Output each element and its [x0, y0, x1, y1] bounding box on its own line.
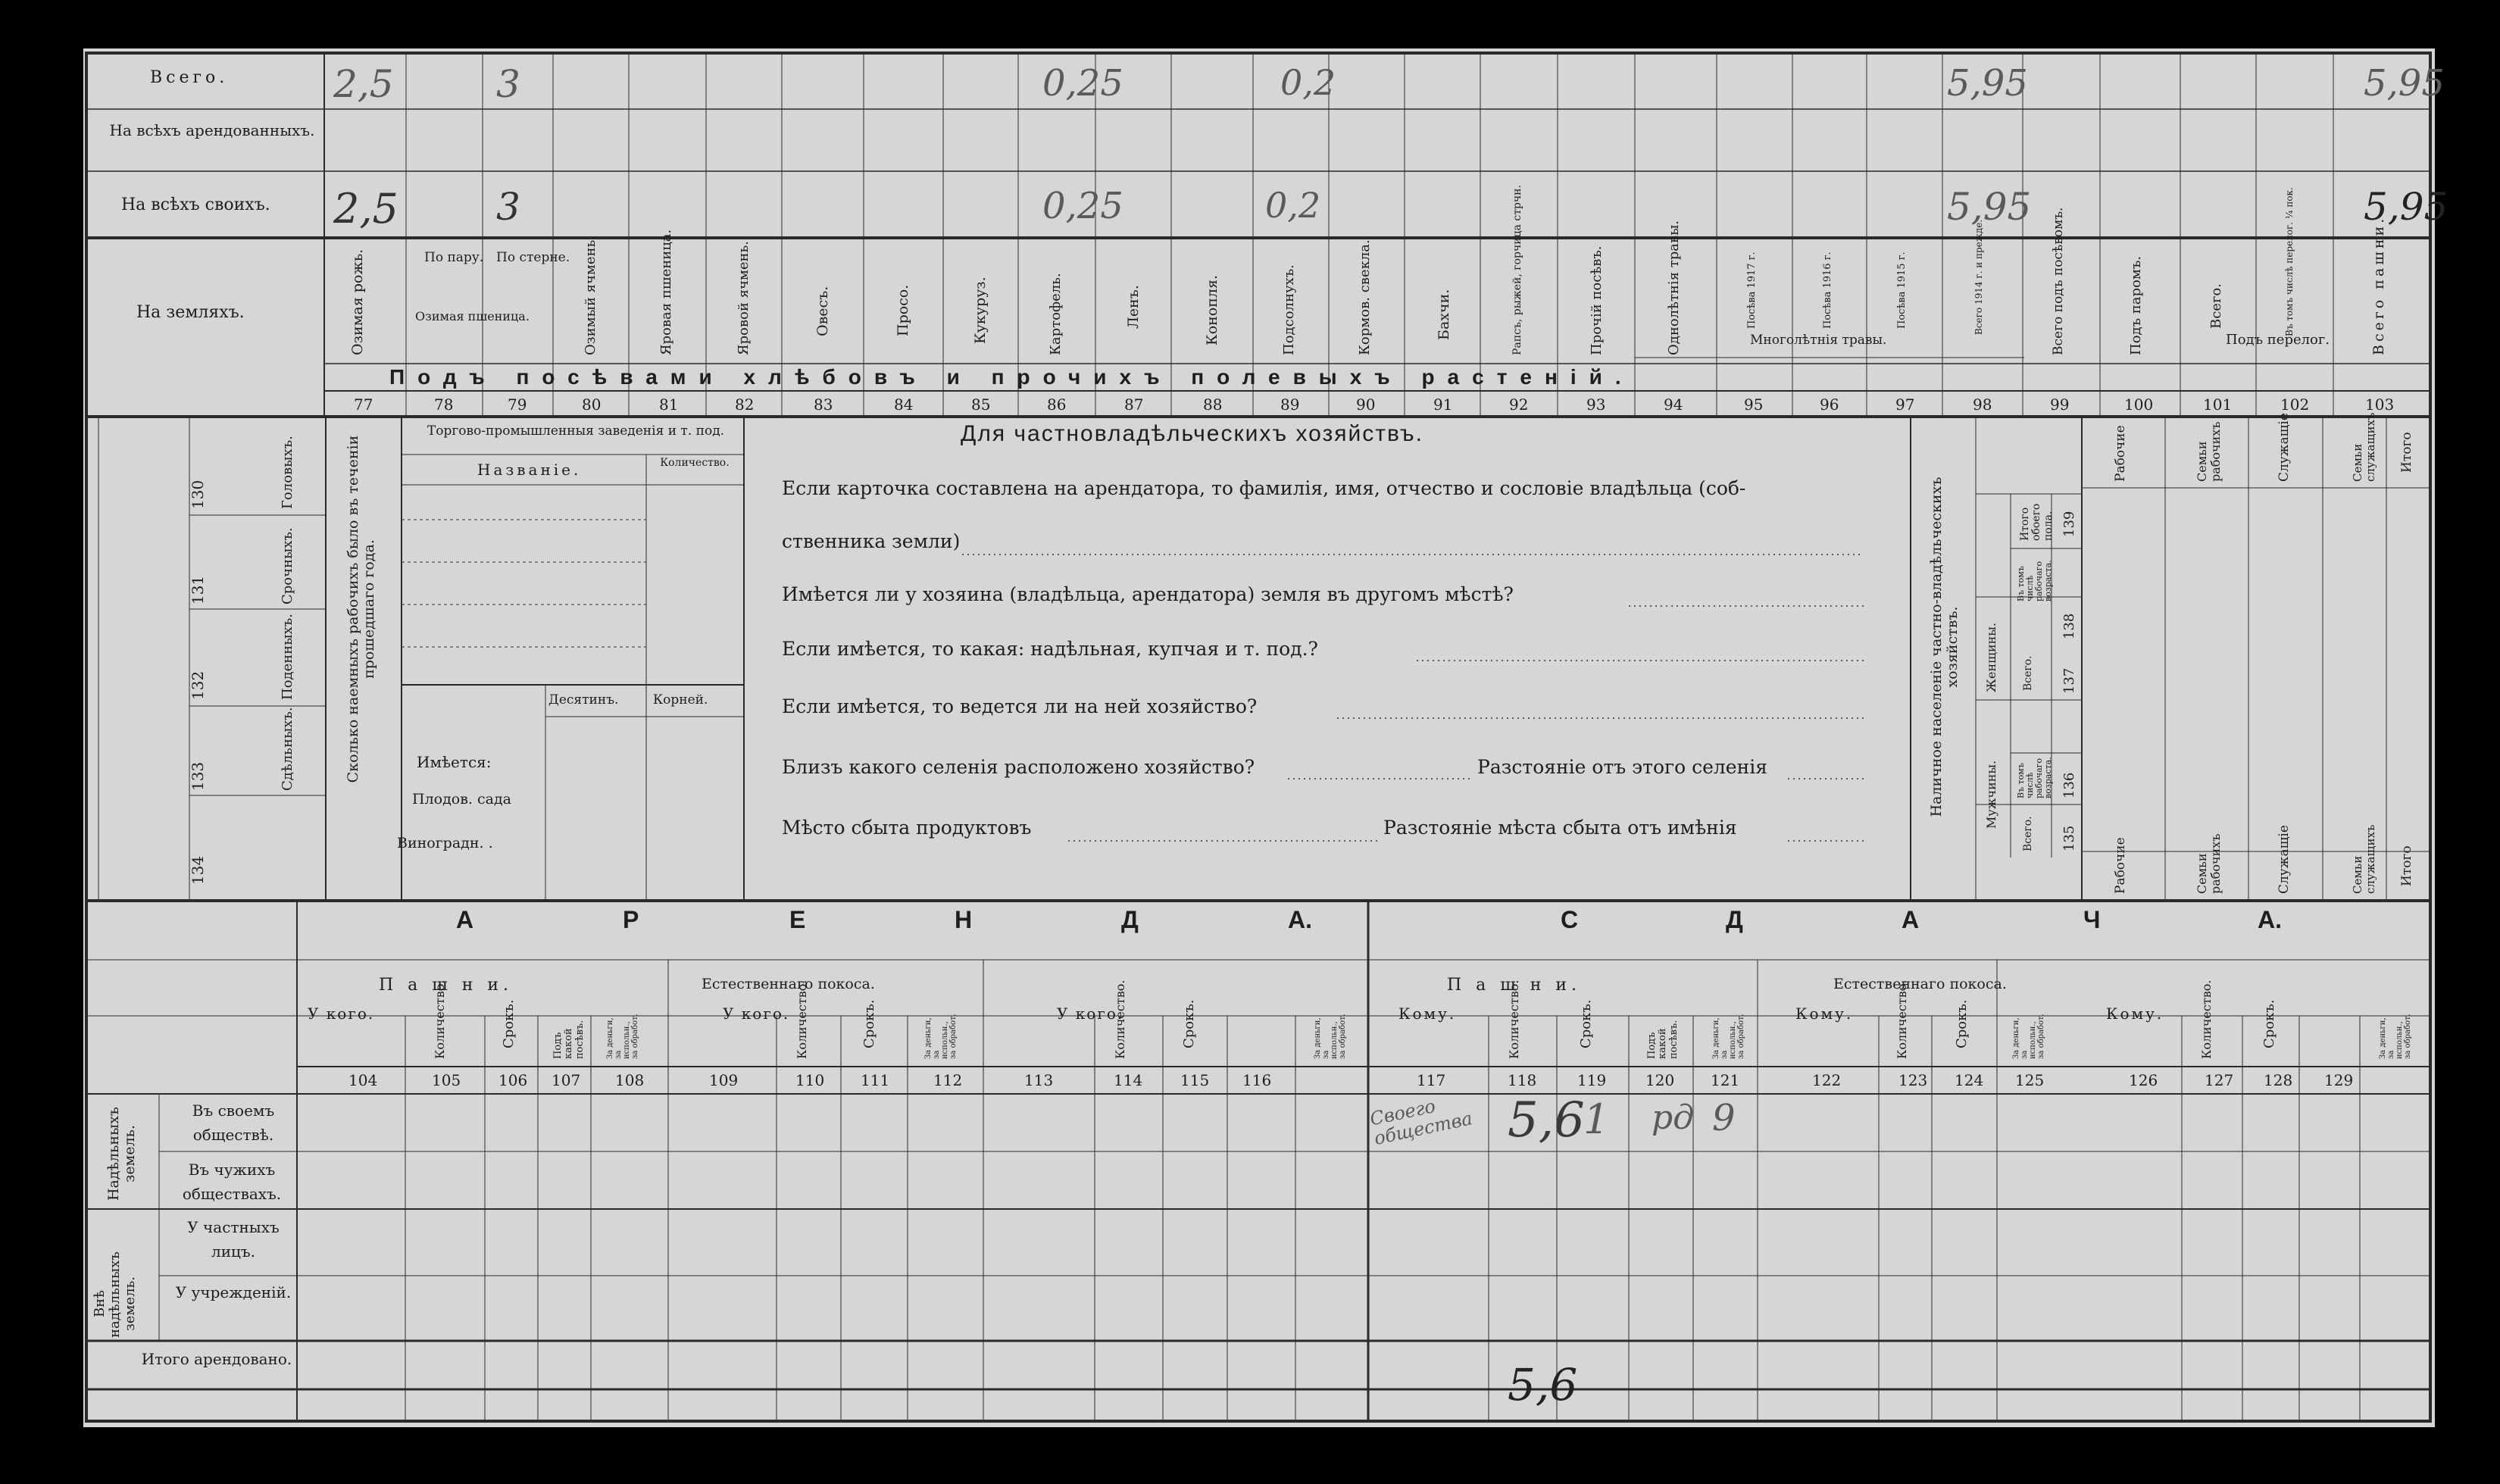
col-num-91: 91 [1433, 395, 1453, 414]
arenda-col-113-label: У кого. [1057, 1004, 1124, 1023]
row-v-svoem: Въ своемъ обществѣ. [192, 1101, 275, 1144]
sdacha-col-117-label: Кому. [1398, 1004, 1457, 1023]
hw-svoikh-86: 0,25 [1042, 185, 1123, 227]
private-line-7: Мѣсто сбыта продуктовъ [782, 817, 1032, 839]
col-num-95: 95 [1744, 395, 1764, 414]
col-num-79: 79 [508, 395, 527, 414]
col-num-94: 94 [1664, 395, 1683, 414]
arenda-col-115-label: Срокъ. [1181, 999, 1197, 1048]
sdacha-col-128-label: Срокъ. [2261, 999, 2277, 1048]
hw-uslovie: 9 [1712, 1097, 1736, 1139]
hw-vsego-77: 2,5 [333, 62, 394, 106]
col-num-81: 81 [659, 395, 679, 414]
sdacha-col-120-label: Подъ какой посѣвъ. [1646, 1020, 1680, 1059]
sdacha-num-129: 129 [2324, 1071, 2354, 1089]
sdacha-col-122-label: Кому. [1795, 1004, 1854, 1023]
pop-col-sluzh-bottom: Служащiе [2277, 825, 2292, 894]
arenda-num-108: 108 [615, 1071, 645, 1089]
hw-komu: Своего общества [1367, 1095, 1475, 1150]
arenda-col-111-label: Срокъ. [861, 999, 877, 1048]
sdacha-col-127-label: Количество. [2199, 979, 2214, 1059]
arenda-num-113: 113 [1024, 1071, 1054, 1089]
hw-kolichestvo: 5,6 [1508, 1092, 1585, 1148]
trade-col-name: Названiе. [477, 461, 582, 479]
col-num-86: 86 [1047, 395, 1067, 414]
pop-col-itogo-top: Итого [2399, 432, 2414, 473]
row-itogo-arendovano: Итого арендовано. [141, 1350, 292, 1368]
livestock-label-131: Срочныхъ. [280, 527, 295, 605]
muzh-v-tom-chisle: Въ томъ числѣ рабочаго возраста. [2016, 757, 2054, 798]
garden-label: Плодов. сада [412, 791, 511, 808]
sdacha-col-118-label: Количество. [1507, 979, 1521, 1059]
sdacha-letter-1: С [1561, 906, 1579, 933]
livestock-label-133: Сдѣльныхъ. [280, 707, 295, 791]
zhen-v-tom-chisle: Въ томъ числѣ рабочаго возраста. [2016, 560, 2054, 601]
muzh-vsego: Всего. [2022, 816, 2034, 851]
col-label-78: По пару. [424, 250, 484, 265]
population-label: Наличное населенiе частно-владѣльческихъ хозяйствъ. [1928, 476, 1961, 817]
col-label-103: Всего пашни. [2370, 215, 2387, 355]
livestock-label-130: Головыхъ. [280, 436, 295, 509]
muzhchiny-label: Мужчины. [1984, 760, 1998, 829]
col-num-92: 92 [1509, 395, 1529, 414]
col-label-93: Прочiй посѣвъ. [1589, 245, 1605, 355]
private-line-3: Имѣется ли у хозяина (владѣльца, арендатора) земля въ другомъ мѣстѣ? [782, 583, 1514, 605]
private-line-7b: Разстоянiе мѣста сбыта отъ имѣнiя [1383, 817, 1737, 839]
livestock-num-130: 130 [189, 480, 207, 509]
pop-col-rabochie-bottom: Рабочие [2113, 837, 2128, 894]
arenda-num-104: 104 [348, 1071, 378, 1089]
private-line-6: Близъ какого селенiя расположено хозяйство? [782, 756, 1255, 778]
arenda-col-114-label: Количество. [1113, 979, 1127, 1059]
arenda-pashni: П а ш н и. [379, 976, 514, 995]
col-num-101: 101 [2203, 395, 2233, 414]
hw-posev: рд [1652, 1098, 1695, 1137]
arenda-num-110: 110 [795, 1071, 825, 1089]
arenda-col-104-label: У кого. [308, 1004, 375, 1023]
sdacha-num-124: 124 [1955, 1071, 1984, 1089]
col-num-99: 99 [2050, 395, 2070, 414]
hw-vsego-103: 5,95 [2364, 62, 2445, 105]
sdacha-col-126-label: Кому. [2106, 1004, 2164, 1023]
arenda-num-106: 106 [498, 1071, 528, 1089]
arenda-col-105-label: Количество. [433, 979, 447, 1059]
korney-label: Корней. [653, 692, 708, 708]
col-label-102: Въ томъ числѣ перелог. ¼ пок. [2284, 187, 2295, 336]
private-line-1: Если карточка составлена на арендатора, то фамилiя, имя, отчество и сословiе владѣльца (соб- [782, 477, 1746, 499]
col-num-89: 89 [1280, 395, 1300, 414]
col-num-87: 87 [1124, 395, 1144, 414]
arenda-letter-6: А. [1288, 906, 1312, 933]
row-u-chastnykh: У частныхъ лицъ. [187, 1218, 280, 1261]
pop-col-semi-rab-bottom: Семьи рабочихъ [2195, 833, 2223, 894]
col-num-102: 102 [2280, 395, 2310, 414]
pop-col-semi-sluzh-bottom: Семьи служащихъ [2351, 824, 2377, 894]
col-label-90: Кормов. свекла. [1357, 239, 1373, 355]
arenda-col-110-label: Количество. [795, 979, 809, 1059]
col-num-88: 88 [1203, 395, 1223, 414]
sdacha-num-118: 118 [1508, 1071, 1537, 1089]
hw-svoikh-103: 5,95 [2364, 185, 2448, 229]
col-num-97: 97 [1895, 395, 1915, 414]
arenda-num-112: 112 [933, 1071, 963, 1089]
trade-col-qty: Количество. [660, 457, 730, 469]
col-num-84: 84 [894, 395, 914, 414]
col-label-95: Посѣва 1917 г. [1746, 251, 1758, 329]
sdacha-letter-3: А [1902, 906, 1920, 933]
col-num-100: 100 [2124, 395, 2154, 414]
col-num-93: 93 [1586, 395, 1606, 414]
col-num-90: 90 [1356, 395, 1376, 414]
col-num-83: 83 [814, 395, 833, 414]
desyatin-label: Десятинъ. [548, 692, 619, 708]
arenda-num-105: 105 [432, 1071, 461, 1089]
sdacha-num-119: 119 [1577, 1071, 1607, 1089]
census-card-sheet [83, 48, 2448, 1427]
arenda-num-114: 114 [1114, 1071, 1143, 1089]
col-label-91: Бахчи. [1436, 289, 1452, 340]
arenda-pokos: Естественнаго покоса. [702, 976, 875, 992]
col-num-103: 103 [2365, 395, 2395, 414]
pop-num-136: 136 [2061, 772, 2077, 798]
livestock-num-132: 132 [189, 670, 207, 700]
arenda-col-116-label: За деньги, за испольн., за обработ. [1314, 1014, 1347, 1059]
pop-col-semi-rab-top: Семьи рабочихъ [2195, 421, 2223, 482]
hw-vsego-86: 0,25 [1042, 62, 1123, 105]
has-label: Имѣется: [417, 753, 492, 771]
livestock-label-132: Поденныхъ. [280, 614, 295, 700]
col-label-80: Озимый ячмень. [583, 235, 598, 355]
col-label-82: Яровой ячмень. [736, 240, 752, 355]
private-line-4: Если имѣется, то какая: надѣльная, купчая и т. под.? [782, 638, 1318, 660]
hired-workers-label: Сколько наемныхъ рабочихъ было въ теченiи прошедшаго года. [345, 435, 377, 783]
col-num-96: 96 [1820, 395, 1839, 414]
sdacha-col-121-label: За деньги, за испольн., за обработ. [1712, 1014, 1745, 1059]
col-label-81: Яровая пшеница. [658, 229, 674, 355]
sdacha-num-120: 120 [1645, 1071, 1675, 1089]
col-label-84: Просо. [895, 284, 911, 336]
itogo-oboego-label: Итого обоего пола. [2019, 503, 2055, 541]
sdacha-num-127: 127 [2205, 1071, 2234, 1089]
arenda-letter-1: А [456, 906, 474, 933]
zhen-vsego: Всего. [2022, 655, 2034, 691]
col-label-87: Ленъ. [1125, 285, 1142, 329]
sdacha-col-123-label: Количество. [1895, 979, 1909, 1059]
vineyard-label: Виноградн. . [397, 835, 493, 851]
hw-svoikh-79: 3 [496, 185, 520, 229]
hw-svoikh-89: 0,2 [1265, 185, 1321, 226]
livestock-num-133: 133 [189, 761, 207, 791]
sdacha-col-129-label: За деньги, за испольн., за обработ. [2379, 1014, 2412, 1059]
col-num-82: 82 [735, 395, 755, 414]
private-line-2: ственника земли) [782, 530, 961, 552]
arenda-num-107: 107 [552, 1071, 581, 1089]
arenda-col-108-label: За деньги, за испольн., за обработ. [606, 1014, 639, 1059]
row-u-uchrezhdeniy: У учрежденiй. [175, 1283, 292, 1301]
col-label-98: Всего 1914 г. и прежде. [1973, 219, 1984, 335]
ozimaya-pshenitsa-label: Озимая пшеница. [415, 309, 530, 323]
hw-vsego-79: 3 [496, 62, 520, 106]
col-label-83: Овесъ. [814, 286, 831, 336]
col-num-80: 80 [582, 395, 602, 414]
sdacha-col-119-label: Срокъ. [1578, 999, 1594, 1048]
col-label-99: Всего подъ посѣвомъ. [2051, 207, 2066, 355]
hw-vsego-89: 0,2 [1280, 62, 1336, 103]
sdacha-num-125: 125 [2015, 1071, 2045, 1089]
arenda-col-107-label: Подъ какой посѣвъ. [552, 1020, 586, 1059]
pop-col-sluzh-top: Служащiе [2277, 413, 2292, 482]
sdacha-letter-5: А. [2258, 906, 2282, 933]
hw-vsego-99: 5,95 [1947, 62, 2028, 105]
trade-box-title: Торгово-промышленныя заведенiя и т. под. [427, 423, 725, 439]
row-label-na-zemlyakh: На земляхъ. [136, 303, 245, 322]
col-label-77: Озимая рожь. [349, 248, 366, 355]
col-label-79: По стерне. [496, 250, 570, 265]
arenda-col-106-label: Срокъ. [501, 999, 517, 1048]
hw-srok: 1 [1583, 1095, 1610, 1143]
col-label-92: Рапсъ, рыжей, горчица стрчн. [1511, 185, 1523, 355]
arenda-col-112-label: За деньги, за испольн., за обработ. [924, 1014, 958, 1059]
arenda-col-109-label: У кого. [723, 1004, 790, 1023]
arenda-letter-5: Д [1121, 906, 1139, 933]
arenda-num-115: 115 [1180, 1071, 1210, 1089]
mnogoletnie-label: Многолѣтнiя травы. [1750, 333, 1887, 348]
col-label-96: Посѣва 1916 г. [1822, 251, 1833, 329]
vne-group-label: Внѣ надѣльныхъ земель. [92, 1251, 138, 1338]
col-num-78: 78 [434, 395, 454, 414]
sdacha-num-117: 117 [1417, 1071, 1446, 1089]
private-line-5: Если имѣется, то ведется ли на ней хозяйство? [782, 695, 1258, 717]
col-label-89: Подсолнухъ. [1281, 264, 1297, 355]
sdacha-num-122: 122 [1812, 1071, 1842, 1089]
pop-col-semi-sluzh-top: Семьи служащихъ [2351, 412, 2377, 482]
sdacha-pashni: П а ш н и. [1447, 976, 1582, 995]
pop-num-139: 139 [2061, 511, 2077, 537]
hw-itogo: 5,6 [1508, 1359, 1578, 1411]
sdacha-col-124-label: Срокъ. [1954, 999, 1970, 1048]
col-num-98: 98 [1973, 395, 1992, 414]
row-label-arendovannykh: На всѣхъ арендованныхъ. [109, 121, 315, 139]
arenda-num-116: 116 [1242, 1071, 1272, 1089]
sdacha-letter-4: Ч [2083, 906, 2101, 933]
livestock-num-134: 134 [189, 855, 207, 885]
livestock-num-131: 131 [189, 575, 207, 605]
sdacha-num-123: 123 [1898, 1071, 1928, 1089]
sdacha-num-128: 128 [2264, 1071, 2293, 1089]
col-label-88: Конопля. [1204, 274, 1220, 345]
nadel-group-label: Надѣльныхъ земель. [105, 1106, 138, 1201]
sdacha-col-125-label: За деньги, за испольн., за обработ. [2012, 1014, 2045, 1059]
arenda-letter-3: Е [789, 906, 806, 933]
pop-num-138: 138 [2061, 613, 2077, 639]
col-label-100: Подъ паромъ. [2128, 255, 2144, 355]
col-label-101: Всего. [2208, 283, 2224, 329]
zhenshchiny-label: Женщины. [1984, 622, 1998, 692]
pop-col-rabochie-top: Рабочие [2113, 425, 2128, 482]
col-label-86: Картофель. [1048, 273, 1064, 355]
hw-svoikh-99: 5,95 [1947, 185, 2032, 229]
arenda-num-111: 111 [861, 1071, 890, 1089]
sdacha-num-126: 126 [2129, 1071, 2158, 1089]
row-label-vsego: Всего. [150, 68, 229, 87]
pop-num-135: 135 [2061, 825, 2077, 851]
pop-num-137: 137 [2061, 667, 2077, 694]
col-label-97: Посѣва 1915 г. [1896, 251, 1908, 329]
arenda-letter-2: Р [623, 906, 639, 933]
col-num-77: 77 [354, 395, 373, 414]
hw-svoikh-77: 2,5 [333, 185, 398, 233]
private-box-title: Для частновладѣльческихъ хозяйствъ. [961, 421, 1423, 446]
sdacha-pokos: Естественнаго покоса. [1833, 976, 2007, 992]
col-label-85: Кукуруз. [972, 276, 989, 344]
col-label-94: Однолѣтнiя травы. [1666, 220, 1682, 355]
pop-col-itogo-bottom: Итого [2399, 845, 2414, 886]
col-num-85: 85 [971, 395, 991, 414]
row-label-svoikh: На всѣхъ своихъ. [121, 195, 270, 214]
pod-perelog-label: Подъ перелог. [2226, 332, 2330, 348]
arenda-num-109: 109 [709, 1071, 739, 1089]
sdacha-num-121: 121 [1711, 1071, 1740, 1089]
private-line-6b: Разстоянiе отъ этого селенiя [1477, 756, 1768, 778]
crop-band-title: Подъ посѣвами хлѣбовъ и прочихъ полевыхъ растенiй. [389, 365, 1634, 389]
row-v-chuzhikh: Въ чужихъ обществахъ. [182, 1161, 282, 1203]
sdacha-letter-2: Д [1726, 906, 1743, 933]
arenda-letter-4: Н [955, 906, 973, 933]
